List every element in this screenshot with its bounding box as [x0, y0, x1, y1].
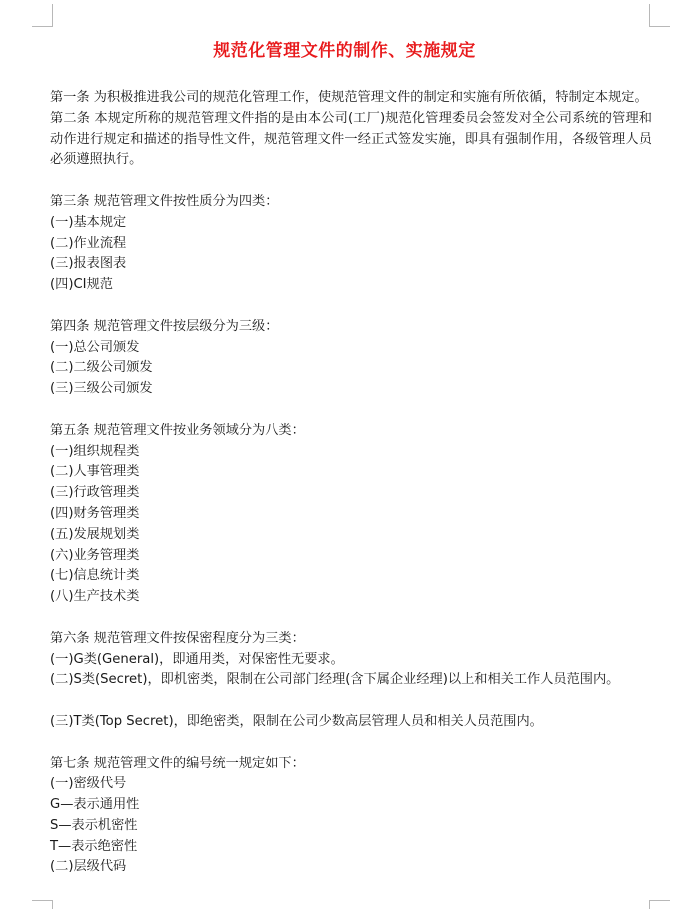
document-paragraph: (二)人事管理类 — [50, 464, 140, 480]
document-paragraph: (四)财务管理类 — [50, 505, 140, 521]
document-paragraph: (一)组织规程类 — [50, 443, 140, 459]
crop-mark-top-left — [32, 4, 53, 27]
document-paragraph: (二)层级代码 — [50, 859, 127, 875]
document-paragraph: 第一条 为积极推进我公司的规范化管理工作，使规范管理文件的制定和实施有所依循，特制定本规定。 — [50, 90, 648, 105]
document-paragraph: (七)信息统计类 — [50, 568, 140, 584]
document-title: 规范化管理文件的制作、实施规定 — [213, 41, 476, 61]
document-paragraph: (一)密级代号 — [50, 776, 127, 792]
document-paragraph: 第三条 规范管理文件按性质分为四类： — [50, 193, 279, 209]
document-paragraph: S—表示机密性 — [50, 817, 138, 833]
document-paragraph: 第七条 规范管理文件的编号统一规定如下： — [50, 755, 305, 771]
document-paragraph: (三)T类(Top Secret)，即绝密类，限制在公司少数高层管理人员和相关人员范围内。 — [50, 713, 543, 729]
document-paragraph: (二)作业流程 — [50, 235, 127, 251]
document-paragraph: (二)二级公司颁发 — [50, 360, 153, 376]
document-paragraph: (一)基本规定 — [50, 214, 127, 230]
document-paragraph: (四)CI规范 — [50, 277, 113, 293]
document-paragraph: (六)业务管理类 — [50, 547, 140, 563]
document-body — [50, 88, 652, 878]
blank-line — [50, 691, 652, 712]
document-paragraph: (二)S类(Secret)，即机密类，限制在公司部门经理(含下属企业经理)以上和相关工作人员范围内。 — [50, 672, 620, 688]
document-paragraph: (三)报表图表 — [50, 256, 127, 272]
blank-line — [50, 400, 652, 421]
blank-line — [50, 171, 652, 192]
blank-line — [50, 296, 652, 317]
document-paragraph: (三)三级公司颁发 — [50, 381, 153, 397]
crop-mark-top-right — [649, 4, 670, 27]
blank-line — [50, 733, 652, 754]
document-paragraph: (八)生产技术类 — [50, 589, 140, 605]
document-paragraph: (五)发展规划类 — [50, 526, 140, 542]
document-paragraph: (一)总公司颁发 — [50, 339, 140, 355]
document-paragraph: G—表示通用性 — [50, 797, 140, 813]
document-paragraph: (一)G类(General)，即通用类，对保密性无要求。 — [50, 651, 344, 667]
document-paragraph: 第四条 规范管理文件按层级分为三级： — [50, 318, 279, 334]
document-paragraph: 第五条 规范管理文件按业务领域分为八类： — [50, 422, 305, 438]
document-paragraph: 第二条 本规定所称的规范管理文件指的是由本公司(工厂)规范化管理委员会签发对全公司系统的管理和动作进行规定和描述的指导性文件，规范管理文件一经正式签发实施，即具有强制作用，各级管理人员必须遵照执行。 — [50, 110, 652, 168]
document-paragraph: T—表示绝密性 — [50, 838, 138, 854]
blank-line — [50, 608, 652, 629]
document-paragraph: (三)行政管理类 — [50, 485, 140, 501]
document-paragraph: 第六条 规范管理文件按保密程度分为三类： — [50, 630, 305, 646]
